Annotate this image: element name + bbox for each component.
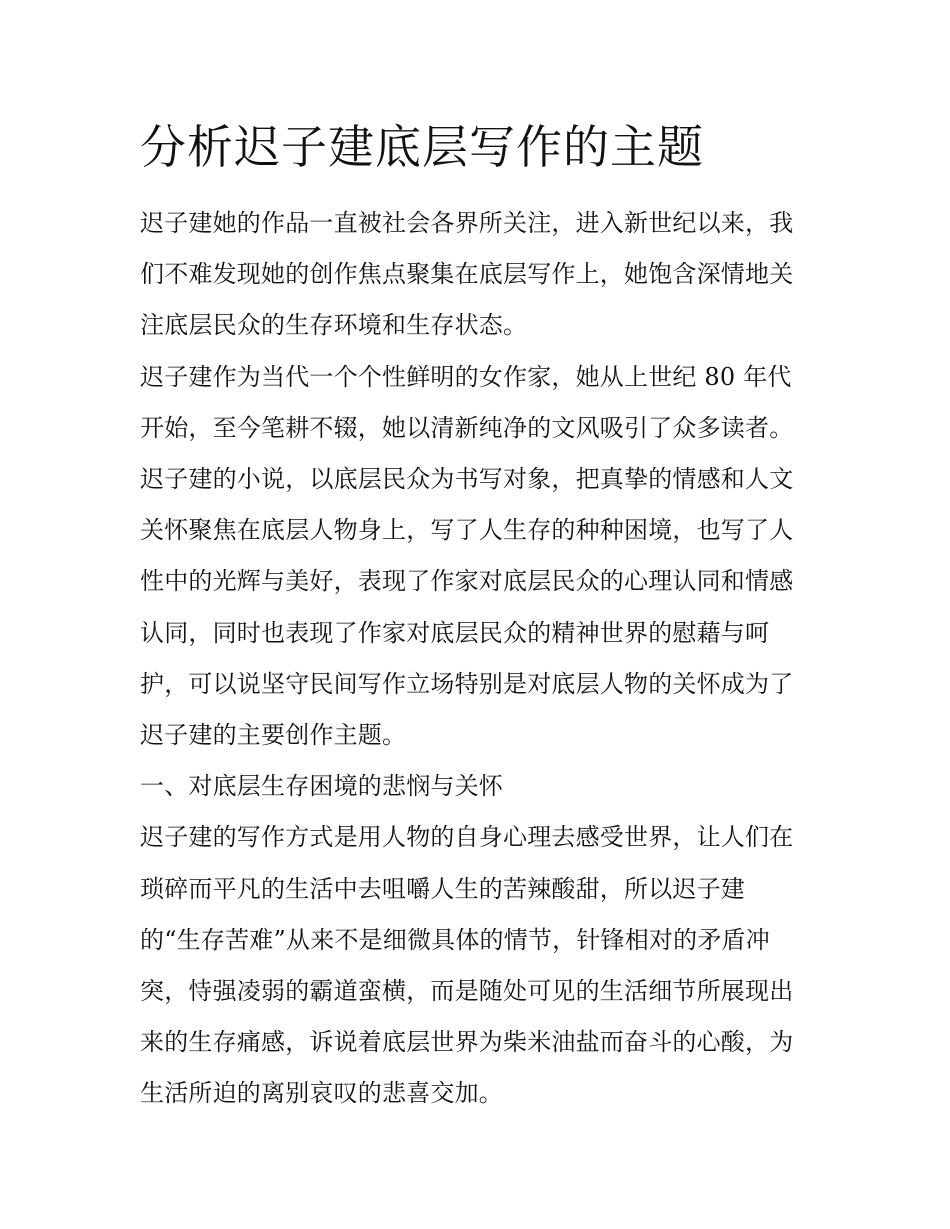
text-line: 的“生存苦难”从来不是细微具体的情节，针锋相对的矛盾冲 xyxy=(140,925,770,954)
document-body xyxy=(140,198,812,1120)
section-heading xyxy=(140,761,812,812)
text-line: 一、对底层生存困境的悲悯与关怀 xyxy=(140,772,503,801)
text-line: 迟子建的小说，以底层民众为书写对象，把真挚的情感和人文 xyxy=(140,465,794,494)
paragraph-section-one xyxy=(140,812,812,1119)
text-line: 迟子建作为当代一个个性鲜明的女作家，她从上世纪 80 年代 xyxy=(140,362,792,391)
document-content xyxy=(140,112,812,1120)
text-line: 关怀聚焦在底层人物身上，写了人生存的种种困境，也写了人 xyxy=(140,516,794,545)
paragraph-intro xyxy=(140,198,812,352)
text-line: 注底层民众的生存环境和生存状态。 xyxy=(140,311,528,340)
text-line: 来的生存痛感，诉说着底层世界为柴米油盐而奋斗的心酸，为 xyxy=(140,1028,794,1057)
text-line: 迟子建她的作品一直被社会各界所关注，进入新世纪以来，我 xyxy=(140,209,794,237)
text-line: 突，恃强凌弱的霸道蛮横，而是随处可见的生活细节所展现出 xyxy=(140,977,794,1006)
text-line: 生活所迫的离别哀叹的悲喜交加。 xyxy=(140,1079,503,1108)
paragraph-author-background xyxy=(140,352,812,762)
text-line: 们不难发现她的创作焦点聚集在底层写作上，她饱含深情地关 xyxy=(140,260,794,289)
text-line: 护，可以说坚守民间写作立场特别是对底层人物的关怀成为了 xyxy=(140,669,794,698)
text-line: 琐碎而平凡的生活中去咀嚼人生的苦辣酸甜，所以迟子建 xyxy=(140,874,745,903)
text-line: 迟子建的主要创作主题。 xyxy=(140,721,407,750)
text-line: 性中的光辉与美好，表现了作家对底层民众的心理认同和情感 xyxy=(140,567,794,596)
text-line: 开始，至今笔耕不辍，她以清新纯净的文风吸引了众多读者。 xyxy=(140,413,794,442)
text-line: 迟子建的写作方式是用人物的自身心理去感受世界，让人们在 xyxy=(140,823,794,852)
text-line: 认同，同时也表现了作家对底层民众的精神世界的慰藉与呵 xyxy=(140,618,770,647)
document-title: 分析迟子建底层写作的主题 xyxy=(140,120,704,174)
